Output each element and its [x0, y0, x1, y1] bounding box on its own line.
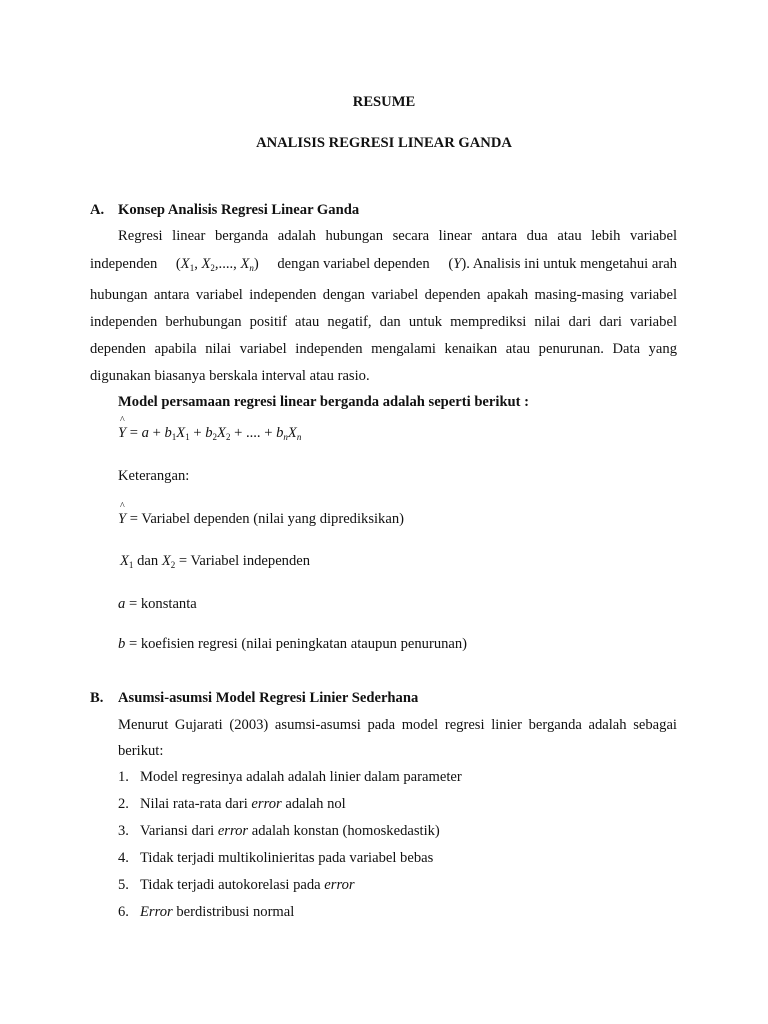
- math-x-tuple: ($X_1$, $X_2$,...., $X_n$): [175, 256, 259, 273]
- model-intro: Model persamaan regresi linear berganda adalah seperti berikut :: [118, 394, 530, 410]
- list-item: 2. Nilai rata-rata dari error adalah nol: [118, 796, 346, 812]
- list-item: 3. Variansi dari error adalah konstan (homoskedastik): [118, 823, 440, 839]
- keterangan-label: Keterangan:: [118, 468, 190, 484]
- paragraph-line: independen berhubungan positif atau negatif, dan untuk memprediksi nilai dari dari variabel: [90, 314, 677, 330]
- line2-pre: independen: [90, 256, 158, 272]
- list-item: 1. Model regresinya adalah adalah linier dalam parameter: [118, 769, 462, 785]
- list-item: 6. Error berdistribusi normal: [118, 904, 295, 920]
- definition-a: a = konstanta: [118, 596, 197, 612]
- paragraph-line: Menurut Gujarati (2003) asumsi-asumsi pada model regresi linier berganda adalah sebagai: [118, 717, 677, 733]
- paragraph-line: hubungan antara variabel independen dengan variabel dependen apakah masing-masing variabel: [90, 287, 677, 303]
- section-a-letter: A.: [90, 202, 105, 218]
- definition-y: ^ Y = Variabel dependen (nilai yang diprediksikan): [118, 511, 404, 528]
- paragraph-line: berikut:: [118, 743, 164, 759]
- definition-b: b = koefisien regresi (nilai peningkatan ataupun penurunan): [118, 636, 468, 652]
- section-b-heading: Asumsi-asumsi Model Regresi Linier Sederhana: [118, 690, 419, 706]
- regression-equation: ^ $Y = a + b_1X_1 + b_2X_2$ + .... + $b_nX_n$: [118, 425, 301, 442]
- paragraph-line: dependen apabila nilai variabel independen mengalami kenaikan atau penurunan. Data yang: [90, 341, 677, 357]
- paragraph-line-with-math: [90, 256, 677, 273]
- paragraph-line: digunakan biasanya berskala interval atau rasio.: [90, 368, 370, 384]
- list-item: 5. Tidak terjadi autokorelasi pada error: [118, 877, 355, 893]
- list-item: 4. Tidak terjadi multikolinieritas pada variabel bebas: [118, 850, 434, 866]
- line2-mid: dengan variabel dependen: [277, 256, 430, 272]
- paragraph-line: Regresi linear berganda adalah hubungan secara linear antara dua atau lebih variabel: [118, 228, 677, 244]
- math-y: (Y). Analisis ini untuk mengetahui arah: [448, 256, 677, 272]
- section-a-heading: Konsep Analisis Regresi Linear Ganda: [118, 202, 360, 218]
- section-b-letter: B.: [90, 690, 104, 706]
- document-title: RESUME: [352, 94, 416, 110]
- definition-x: $X_1$ dan $X_2$ = Variabel independen: [120, 553, 311, 570]
- document-subtitle: ANALISIS REGRESI LINEAR GANDA: [256, 135, 512, 151]
